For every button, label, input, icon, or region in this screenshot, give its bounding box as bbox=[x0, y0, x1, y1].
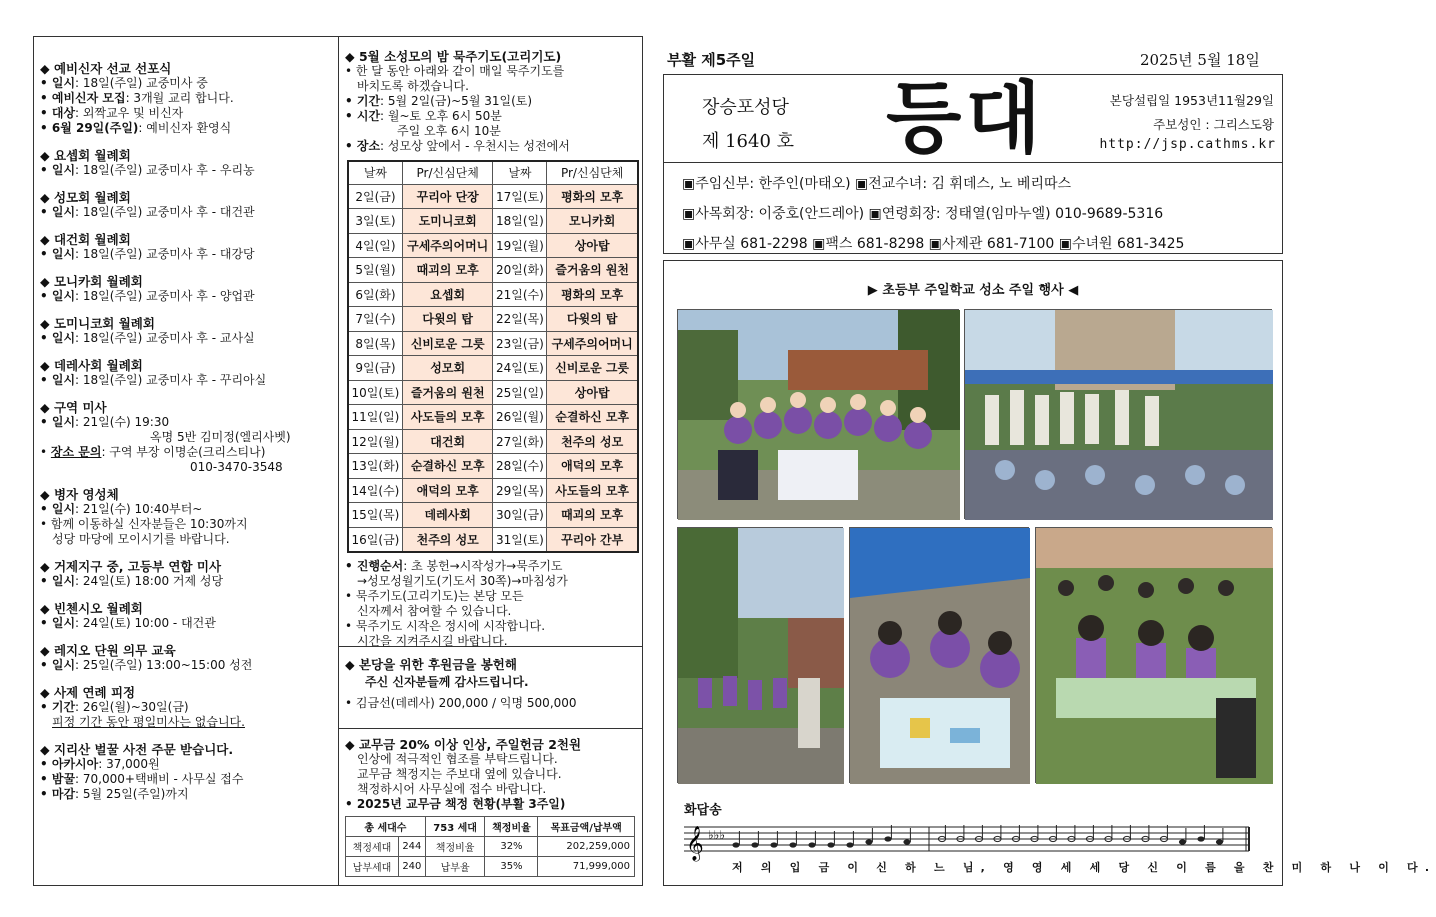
treble-clef-icon: 𝄞 bbox=[686, 826, 704, 861]
section-title: ◆ 거제지구 중, 고등부 연합 미사 bbox=[40, 559, 332, 574]
value: : 18일(주일) 교중미사 중 bbox=[75, 76, 208, 90]
drawing-activity-photo bbox=[849, 527, 1029, 783]
left-panel bbox=[33, 36, 643, 886]
detail-line bbox=[40, 163, 332, 178]
label: • 일시 bbox=[40, 76, 76, 90]
group-cell: 성모회 bbox=[402, 356, 493, 381]
group-cell: 순결하신 모후 bbox=[547, 405, 638, 430]
group-cell: 평화의 모후 bbox=[547, 184, 638, 209]
table-row bbox=[346, 857, 635, 877]
date-cell: 8일(목) bbox=[348, 331, 402, 356]
group-cell: 꾸리아 간부 bbox=[547, 527, 638, 552]
value: : 외짝교우 및 비신자 bbox=[75, 106, 184, 120]
rosary-column bbox=[339, 37, 642, 885]
cell: 71,999,000 bbox=[538, 857, 635, 877]
date-cell: 25일(일) bbox=[493, 380, 547, 405]
note-head bbox=[884, 836, 891, 841]
date-cell: 22일(목) bbox=[493, 307, 547, 332]
label: • 일시 bbox=[40, 415, 76, 429]
label: • 진행순서 bbox=[345, 558, 404, 573]
table-row bbox=[348, 356, 638, 381]
table-row bbox=[348, 209, 638, 234]
cell: 책정비율 bbox=[425, 837, 485, 857]
website-link[interactable]: http://jsp.cathms.kr bbox=[1099, 137, 1276, 152]
detail-line bbox=[40, 106, 332, 121]
label: • 기간 bbox=[345, 94, 381, 108]
date-cell: 20일(화) bbox=[493, 258, 547, 283]
value: : 5월 25일(주일)까지 bbox=[75, 787, 189, 801]
table-row bbox=[348, 478, 638, 503]
ceremony-photo-image bbox=[965, 310, 1273, 520]
value: : 초 봉헌→시작성가→묵주기도 bbox=[403, 558, 563, 573]
announcement-3 bbox=[40, 232, 332, 262]
intro: • 한 달 동안 아래와 같이 매일 묵주기도를 bbox=[345, 64, 565, 78]
group-cell: 천주의 성모 bbox=[547, 429, 638, 454]
value: : 37,000원 bbox=[98, 757, 160, 771]
note: 신자께서 참여할 수 있습니다. bbox=[357, 603, 512, 618]
group-cell: 모니카회 bbox=[547, 209, 638, 234]
date-cell: 6일(화) bbox=[348, 282, 402, 307]
label: • 마감 bbox=[40, 787, 76, 801]
vincent-meeting bbox=[40, 601, 332, 631]
date-cell: 5일(월) bbox=[348, 258, 402, 283]
value: : 3개월 교리 합니다. bbox=[125, 91, 234, 105]
group-cell: 사도들의 모후 bbox=[547, 478, 638, 503]
value: 성당 마당에 모이시기를 바랍니다. bbox=[52, 532, 230, 546]
announcement-6 bbox=[40, 358, 332, 388]
founded-date: 본당설립일 1953년11월29일 bbox=[1109, 93, 1274, 108]
section-title: ◆ 도미니코회 월례회 bbox=[40, 316, 332, 331]
cell: 202,259,000 bbox=[538, 837, 635, 857]
priest-retreat bbox=[40, 685, 332, 730]
photo-panel bbox=[663, 260, 1436, 886]
note-head bbox=[1216, 839, 1223, 844]
group-photo-image bbox=[678, 310, 960, 520]
group-cell: 신비로운 그릇 bbox=[547, 356, 638, 381]
value: : 예비신자 환영식 bbox=[138, 121, 232, 135]
patron-saint: 주보성인 : 그리스도왕 bbox=[1153, 117, 1274, 132]
date-cell: 27일(화) bbox=[493, 429, 547, 454]
note: • 묵주기도(고리기도)는 본당 모든 bbox=[345, 588, 524, 603]
note: 책정하시어 사무실에 접수 바랍니다. bbox=[357, 782, 547, 796]
cell: 240 bbox=[398, 857, 425, 877]
parish-name: 장승포성당 bbox=[702, 97, 789, 118]
value: : 구역 부장 이명순(크리스티나) bbox=[101, 445, 266, 459]
picnic-photo-image bbox=[1036, 528, 1273, 784]
announcement-1 bbox=[40, 148, 332, 178]
table-row bbox=[348, 380, 638, 405]
date-cell: 2일(금) bbox=[348, 184, 402, 209]
date-cell: 28일(수) bbox=[493, 454, 547, 479]
group-cell: 데레사회 bbox=[402, 503, 493, 528]
date-cell: 13일(화) bbox=[348, 454, 402, 479]
value: : 5월 2일(금)~5월 31일(토) bbox=[380, 94, 533, 108]
section-subtitle: 주신 신자분들께 감사드립니다. bbox=[365, 675, 529, 689]
note: 피정 기간 동안 평일미사는 없습니다. bbox=[52, 715, 245, 729]
column-header: Pr/신심단체 bbox=[402, 161, 493, 184]
announcement-2 bbox=[40, 190, 332, 220]
label: • 일시 bbox=[40, 658, 76, 672]
value: : 월~토 오후 6시 50분 bbox=[380, 109, 502, 123]
detail-line bbox=[40, 373, 332, 388]
donors: • 김금선(데레사) 200,000 / 익명 500,000 bbox=[345, 696, 577, 710]
label: • 일시 bbox=[40, 205, 76, 219]
group-cell: 대건회 bbox=[402, 429, 493, 454]
label: • 아카시아 bbox=[40, 757, 99, 771]
table-row bbox=[348, 454, 638, 479]
group-cell: 도미니코회 bbox=[402, 209, 493, 234]
value: • 함께 이동하실 신자분들은 10:30까지 bbox=[40, 517, 248, 531]
note-head bbox=[903, 839, 910, 844]
section-title: ◆ 빈첸시오 월례회 bbox=[40, 601, 332, 616]
announcement-4 bbox=[40, 274, 332, 304]
group-cell: 천주의 성모 bbox=[402, 527, 493, 552]
group-cell: 상아탑 bbox=[547, 233, 638, 258]
detail-line bbox=[40, 121, 332, 136]
district-mass bbox=[40, 400, 332, 475]
label: • 예비신자 모집 bbox=[40, 91, 126, 105]
group-cell: 때괴의 모후 bbox=[402, 258, 493, 283]
intro: 바치도록 하겠습니다. bbox=[357, 79, 469, 93]
value: 옥명 5반 김미정(엘리사벳) bbox=[150, 430, 291, 444]
staff-line: ▣주임신부: 한주인(마태오) ▣전교수녀: 김 휘데스, 노 베리따스 bbox=[682, 176, 1072, 192]
column-header: 총 세대수 bbox=[346, 817, 426, 837]
date-cell: 24일(토) bbox=[493, 356, 547, 381]
group-cell: 상아탑 bbox=[547, 380, 638, 405]
note-head bbox=[846, 842, 853, 847]
section-title: ◆ 5월 소성모의 밤 묵주기도(고리기도) bbox=[345, 49, 638, 64]
photo-caption: ▶ 초등부 주일학교 성소 주일 행사 ◀ bbox=[867, 283, 1079, 298]
value: : 26일(월)~30일(금) bbox=[75, 700, 189, 714]
detail-line bbox=[40, 205, 332, 220]
youth-mass bbox=[40, 559, 332, 589]
table-row bbox=[348, 307, 638, 332]
date-cell: 18일(일) bbox=[493, 209, 547, 234]
value: : 25일(주일) 13:00~15:00 성전 bbox=[75, 658, 253, 672]
group-cell: 애덕의 모후 bbox=[402, 478, 493, 503]
label: • 기간 bbox=[40, 700, 76, 714]
section-title: ◆ 구역 미사 bbox=[40, 400, 332, 415]
date-cell: 7일(수) bbox=[348, 307, 402, 332]
value: : 21일(수) 10:40부터~ bbox=[75, 502, 203, 516]
group-cell: 요셉회 bbox=[402, 282, 493, 307]
donation-thanks bbox=[339, 647, 642, 729]
sick-communion bbox=[40, 487, 332, 547]
cell: 244 bbox=[398, 837, 425, 857]
note: • 묵주기도 시작은 정시에 시작합니다. bbox=[345, 618, 546, 633]
label: • 시간 bbox=[345, 109, 381, 123]
legio-education bbox=[40, 643, 332, 673]
label: • 대상 bbox=[40, 106, 76, 120]
music-score bbox=[684, 819, 1254, 859]
value: : 성모상 앞에서 - 우천시는 성전에서 bbox=[380, 139, 570, 153]
group-cell: 순결하신 모후 bbox=[402, 454, 493, 479]
status-title: • 2025년 교무금 책정 현황(부활 3주일) bbox=[345, 797, 566, 811]
date-cell: 4일(일) bbox=[348, 233, 402, 258]
announcement-0 bbox=[40, 61, 332, 136]
date-cell: 10일(토) bbox=[348, 380, 402, 405]
table-row bbox=[346, 837, 635, 857]
group-cell: 평화의 모후 bbox=[547, 282, 638, 307]
value: : 21일(수) 19:30 bbox=[75, 415, 170, 429]
note: 인상에 적극적인 협조를 부탁드립니다. bbox=[357, 752, 558, 766]
cell: 납부세대 bbox=[346, 857, 399, 877]
note-head bbox=[789, 842, 796, 847]
section-title: ◆ 대건회 월례회 bbox=[40, 232, 332, 247]
children-photo bbox=[677, 527, 843, 783]
note-head bbox=[770, 842, 777, 847]
group-cell: 사도들의 모후 bbox=[402, 405, 493, 430]
drawing-activity-photo-image bbox=[850, 528, 1030, 784]
hymn-lyrics: 저 의 입 금 이 신 하 느 님, 영 영 세 세 당 신 이 름 을 찬 미 하 나 이 다. bbox=[732, 861, 1436, 874]
note-head bbox=[751, 842, 758, 847]
rosary-schedule-table bbox=[347, 160, 639, 553]
date-cell: 15일(목) bbox=[348, 503, 402, 528]
note-head bbox=[808, 842, 815, 847]
label: • 일시 bbox=[40, 289, 76, 303]
masthead bbox=[663, 74, 1283, 254]
announcement-5 bbox=[40, 316, 332, 346]
group-cell: 즐거움의 원천 bbox=[402, 380, 493, 405]
table-row bbox=[348, 429, 638, 454]
column-header: 753 세대 bbox=[425, 817, 485, 837]
group-photo bbox=[677, 309, 959, 519]
value: : 24일(토) 10:00 - 대건관 bbox=[75, 616, 216, 630]
column-header: 책정비율 bbox=[485, 817, 538, 837]
date-cell: 14일(수) bbox=[348, 478, 402, 503]
table-row bbox=[348, 282, 638, 307]
label: 장소 문의 bbox=[50, 445, 102, 459]
date-cell: 11일(일) bbox=[348, 405, 402, 430]
honey-order bbox=[40, 742, 332, 802]
date-cell: 12일(월) bbox=[348, 429, 402, 454]
note: 교무금 책정지는 주보대 옆에 있습니다. bbox=[357, 767, 562, 781]
rosary-section bbox=[339, 37, 642, 647]
group-cell: 신비로운 그릇 bbox=[402, 331, 493, 356]
column-header: 목표금액/납부액 bbox=[538, 817, 635, 837]
detail-line bbox=[40, 91, 332, 106]
section-title: ◆ 데레사회 월례회 bbox=[40, 358, 332, 373]
table-row bbox=[348, 233, 638, 258]
note-head bbox=[865, 839, 872, 844]
column-header: 날짜 bbox=[493, 161, 547, 184]
value: : 70,000+택배비 - 사무실 접수 bbox=[75, 772, 244, 786]
table-row bbox=[348, 331, 638, 356]
group-cell: 구세주의어머니 bbox=[402, 233, 493, 258]
dues-section bbox=[339, 729, 642, 877]
cell: 납부율 bbox=[425, 857, 485, 877]
table-row bbox=[348, 527, 638, 552]
value: : 18일(주일) 교중미사 후 - 우리농 bbox=[75, 163, 255, 177]
contact-line: ▣사무실 681-2298 ▣팩스 681-8298 ▣사제관 681-7100 ▣수녀원 681-3425 bbox=[682, 236, 1185, 252]
note: 시간을 지켜주시길 바랍니다. bbox=[357, 633, 508, 648]
section-title: ◆ 모니카회 월례회 bbox=[40, 274, 332, 289]
detail-line bbox=[40, 76, 332, 91]
detail-line bbox=[40, 247, 332, 262]
detail-line bbox=[40, 289, 332, 304]
value: : 18일(주일) 교중미사 후 - 대건관 bbox=[75, 205, 255, 219]
date-cell: 29일(목) bbox=[493, 478, 547, 503]
children-photo-image bbox=[678, 528, 844, 784]
ceremony-photo bbox=[964, 309, 1272, 519]
value: : 18일(주일) 교중미사 후 - 대강당 bbox=[75, 247, 255, 261]
group-cell: 다윗의 탑 bbox=[402, 307, 493, 332]
date-cell: 17일(토) bbox=[493, 184, 547, 209]
note-head bbox=[1179, 839, 1186, 844]
section-title: ◆ 요셉회 월례회 bbox=[40, 148, 332, 163]
cell: 32% bbox=[485, 837, 538, 857]
date-cell: 30일(금) bbox=[493, 503, 547, 528]
column-header: Pr/신심단체 bbox=[547, 161, 638, 184]
section-title: ◆ 본당을 위한 후원금을 봉헌해 bbox=[345, 657, 636, 672]
column-header: 날짜 bbox=[348, 161, 402, 184]
label: • 6월 29일(주일) bbox=[40, 121, 139, 135]
section-title: ◆ 교무금 20% 이상 인상, 주일헌금 2천원 bbox=[345, 737, 636, 752]
flat-sign-icon: ♭♭♭ bbox=[708, 828, 725, 842]
table-row bbox=[348, 184, 638, 209]
table-row bbox=[348, 258, 638, 283]
responsorial-psalm-title: 화답송 bbox=[684, 803, 722, 818]
value: : 18일(주일) 교중미사 후 - 양업관 bbox=[75, 289, 255, 303]
section-title: ◆ 지리산 벌꿀 사전 주문 받습니다. bbox=[40, 742, 332, 757]
value: : 18일(주일) 교중미사 후 - 꾸리아실 bbox=[75, 373, 267, 387]
label: • 일시 bbox=[40, 574, 76, 588]
group-cell: 다윗의 탑 bbox=[547, 307, 638, 332]
date-cell: 31일(토) bbox=[493, 527, 547, 552]
label: • 밤꿀 bbox=[40, 772, 76, 786]
section-title: ◆ 예비신자 선교 선포식 bbox=[40, 61, 332, 76]
label: • 일시 bbox=[40, 373, 76, 387]
issue-date: 2025년 5월 18일 bbox=[1140, 51, 1260, 69]
cell: 책정세대 bbox=[346, 837, 399, 857]
label: • 일시 bbox=[40, 331, 76, 345]
group-cell: 구세주의어머니 bbox=[547, 331, 638, 356]
phone: 010-3470-3548 bbox=[190, 460, 283, 474]
date-cell: 26일(월) bbox=[493, 405, 547, 430]
section-title: ◆ 레지오 단원 의무 교육 bbox=[40, 643, 332, 658]
announcements-list bbox=[40, 61, 332, 388]
cell: 35% bbox=[485, 857, 538, 877]
section-title: ◆ 사제 연례 피정 bbox=[40, 685, 332, 700]
staff-line: ▣사목회장: 이중호(안드레아) ▣연령회장: 정태열(임마누엘) 010-9689-5316 bbox=[682, 206, 1164, 222]
date-cell: 3일(토) bbox=[348, 209, 402, 234]
date-cell: 16일(금) bbox=[348, 527, 402, 552]
note-head bbox=[1197, 836, 1204, 841]
date-cell: 9일(금) bbox=[348, 356, 402, 381]
section-title: ◆ 성모회 월례회 bbox=[40, 190, 332, 205]
bulletin-title: 등대 bbox=[886, 74, 1045, 164]
table-row bbox=[348, 405, 638, 430]
announcements-column bbox=[34, 37, 339, 885]
note-head bbox=[827, 842, 834, 847]
liturgical-week: 부활 제5주일 bbox=[667, 51, 756, 69]
section-title: ◆ 병자 영성체 bbox=[40, 487, 332, 502]
value: →성모성월기도(기도서 30쪽)→마침성가 bbox=[357, 573, 568, 588]
masthead-top bbox=[664, 75, 1282, 163]
picnic-photo bbox=[1035, 527, 1272, 783]
issue-number: 제 1640 호 bbox=[702, 131, 795, 152]
label: • 일시 bbox=[40, 502, 76, 516]
table-row bbox=[348, 503, 638, 528]
bullet: • bbox=[40, 445, 51, 459]
detail-line bbox=[40, 331, 332, 346]
label: • 일시 bbox=[40, 247, 76, 261]
value: 주일 오후 6시 10분 bbox=[397, 124, 501, 138]
group-cell: 때괴의 모후 bbox=[547, 503, 638, 528]
label: • 일시 bbox=[40, 163, 76, 177]
date-cell: 19일(월) bbox=[493, 233, 547, 258]
group-cell: 즐거움의 원천 bbox=[547, 258, 638, 283]
value: : 24일(토) 18:00 거제 성당 bbox=[75, 574, 224, 588]
date-cell: 23일(금) bbox=[493, 331, 547, 356]
dues-table bbox=[345, 816, 635, 877]
group-cell: 꾸리아 단장 bbox=[402, 184, 493, 209]
group-cell: 애덕의 모후 bbox=[547, 454, 638, 479]
label: • 일시 bbox=[40, 616, 76, 630]
date-cell: 21일(수) bbox=[493, 282, 547, 307]
value: : 18일(주일) 교중미사 후 - 교사실 bbox=[75, 331, 255, 345]
note-head bbox=[732, 842, 739, 847]
label: • 장소 bbox=[345, 139, 381, 153]
